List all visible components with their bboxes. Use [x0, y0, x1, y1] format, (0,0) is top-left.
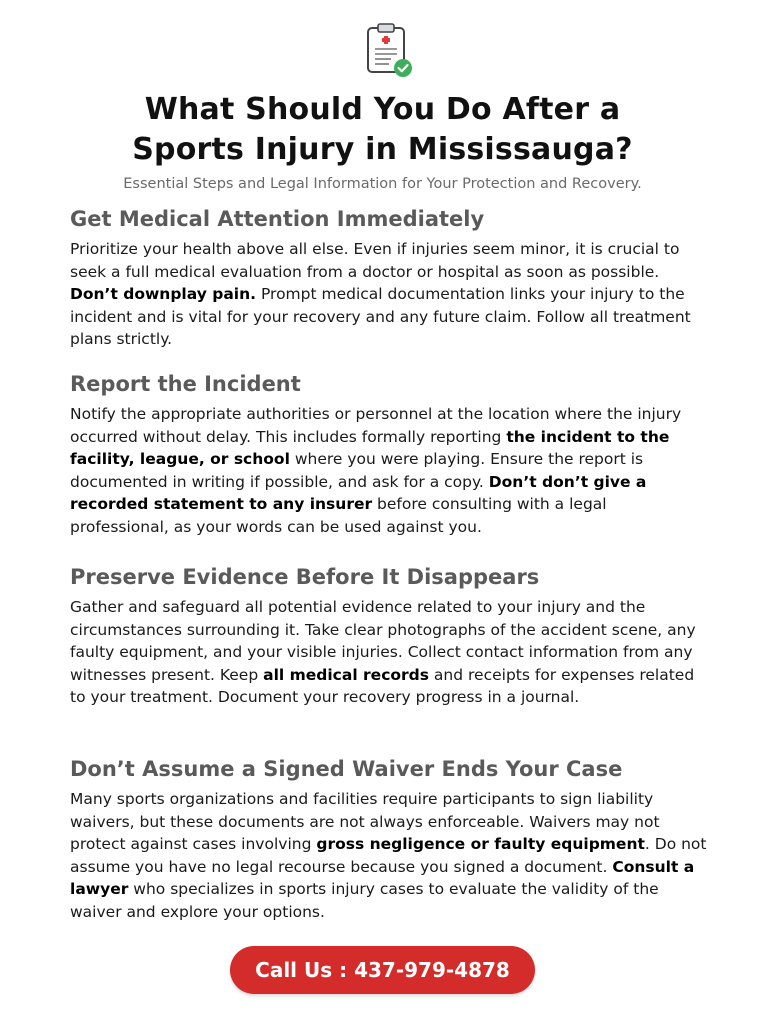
emphasis-text: Don’t downplay pain.	[70, 285, 257, 303]
emphasis-text: all medical records	[263, 665, 429, 684]
section-preserve-evidence	[70, 564, 710, 709]
section-report-incident	[70, 371, 710, 538]
body-text: and receipts for expenses related to your treatment. Document your recovery progress in a journal.	[70, 665, 695, 706]
section-heading: Don’t Assume a Signed Waiver Ends Your Case	[70, 757, 623, 781]
section-body	[70, 788, 710, 923]
body-text: where you were playing. Ensure the report is documented in writing if possible, and ask for a copy.	[70, 450, 644, 491]
page-title-line-1: What Should You Do After a	[144, 92, 621, 127]
section-body	[70, 238, 710, 351]
emphasis-text: Don’t don’t give a recorded statement to any insurer	[70, 472, 647, 513]
section-heading: Preserve Evidence Before It Disappears	[70, 565, 540, 589]
section-signed-waiver	[70, 756, 710, 923]
body-text: Many sports organizations and facilities require participants to sign liability waivers, but these documents are not always enforceable. Waivers may not protect against cases involving	[70, 790, 660, 853]
section-body	[70, 596, 710, 709]
body-text: Prioritize your health above all else. Even if injuries seem minor, it is crucial to seek a full medical evaluation from a doctor or hospital as soon as possible.	[70, 240, 680, 281]
body-text: Notify the appropriate authorities or personnel at the location where the injury occurred without delay. This includes formally reporting	[70, 405, 682, 446]
call-us-button[interactable]: Call Us : 437-979-4878	[230, 946, 535, 994]
emphasis-text: the incident to the facility, league, or school	[70, 427, 670, 468]
section-heading: Report the Incident	[70, 372, 301, 396]
section-heading: Get Medical Attention Immediately	[70, 207, 485, 231]
body-text: before consulting with a legal professional, as your words can be used against you.	[70, 495, 607, 536]
section-body	[70, 403, 710, 538]
emphasis-text: gross negligence or faulty equipment	[316, 835, 645, 853]
body-text: who specializes in sports injury cases to evaluate the validity of the waiver and explore your options.	[70, 880, 659, 921]
body-text: . Do not assume you have no legal recourse because you signed a document.	[70, 835, 707, 876]
clipboard-medical-check-icon	[365, 22, 415, 80]
body-text: Gather and safeguard all potential evidence related to your injury and the circumstances surrounding it. Take clear photographs of the accident scene, any faulty equipment, and your visible injuries. Collect contact information from any witnesses present. Keep	[70, 598, 696, 684]
section-medical-attention	[70, 206, 710, 351]
page-title-line-2: Sports Injury in Mississauga?	[132, 132, 633, 167]
emphasis-text: Consult a lawyer	[70, 857, 695, 898]
page-title	[0, 90, 765, 170]
body-text: Prompt medical documentation links your injury to the incident and is vital for your recovery and any future claim. Follow all treatment plans strictly.	[70, 285, 691, 348]
page-subtitle: Essential Steps and Legal Information for Your Protection and Recovery.	[123, 176, 642, 192]
